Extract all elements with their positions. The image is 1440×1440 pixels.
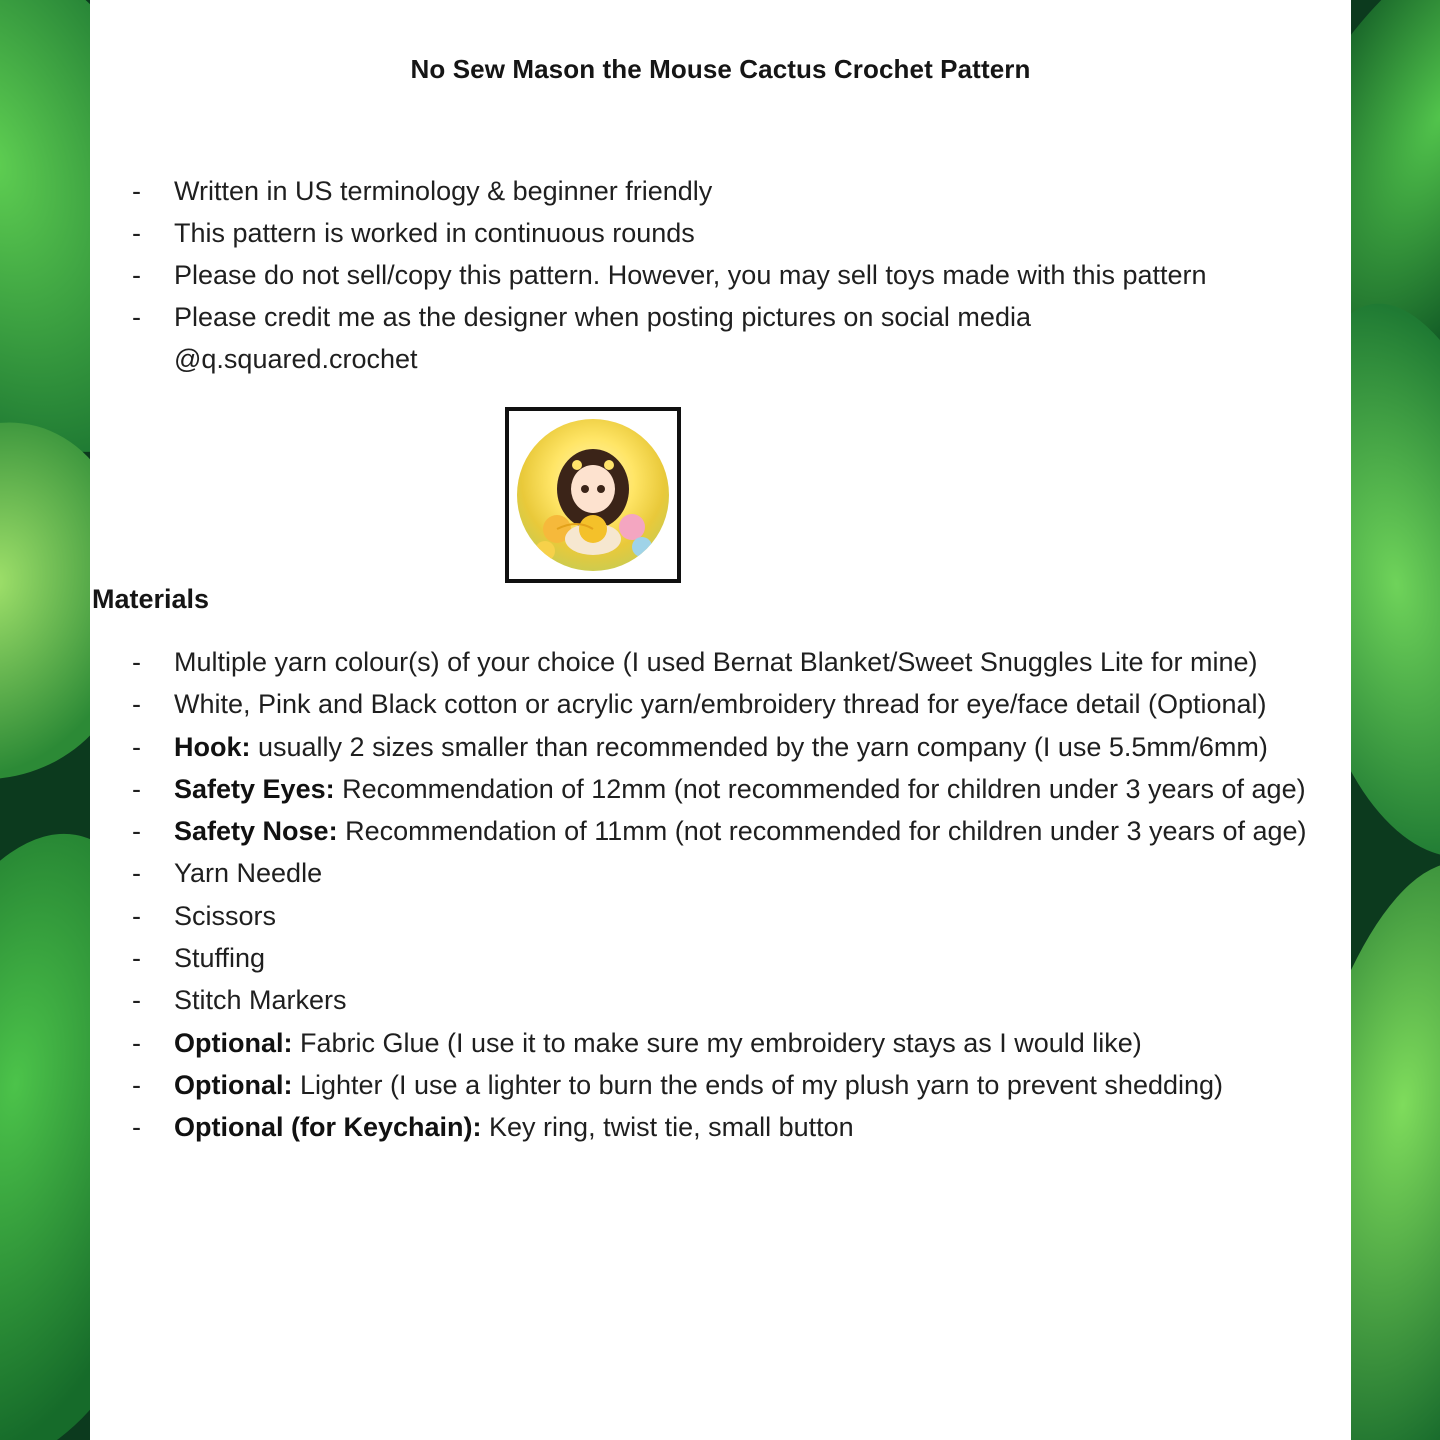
list-item-text: Key ring, twist tie, small button xyxy=(481,1112,854,1143)
list-item-text: Recommendation of 11mm (not recommended for children under 3 years of age) xyxy=(337,816,1307,847)
list-item-text: Multiple yarn colour(s) of your choice (I used Bernat Blanket/Sweet Snuggles Lite for mine) xyxy=(174,647,1258,677)
list-item xyxy=(90,768,1351,810)
dash-bullet: - xyxy=(132,773,141,804)
list-item-text: Please do not sell/copy this pattern. However, you may sell toys made with this pattern xyxy=(174,260,1207,290)
logo-illustration xyxy=(517,419,669,571)
list-item-text: This pattern is worked in continuous rounds xyxy=(174,218,695,248)
item-label: Hook: xyxy=(174,731,251,762)
list-item xyxy=(90,641,1351,683)
list-item xyxy=(90,852,1351,894)
list-item xyxy=(90,1106,1351,1148)
list-item xyxy=(90,296,1351,380)
dash-bullet: - xyxy=(132,260,141,290)
list-item-text: Recommendation of 12mm (not recommended for children under 3 years of age) xyxy=(334,773,1306,804)
dash-bullet: - xyxy=(132,900,141,931)
list-item-text: Lighter (I use a lighter to burn the ends of my plush yarn to prevent shedding) xyxy=(292,1069,1224,1100)
pattern-page xyxy=(90,0,1351,1440)
dash-bullet: - xyxy=(132,647,141,677)
list-item xyxy=(90,979,1351,1021)
list-item-text: Stitch Markers xyxy=(174,985,347,1016)
logo-frame xyxy=(505,407,681,583)
q-squared-crochet-logo-icon xyxy=(517,419,669,571)
list-item xyxy=(90,683,1351,725)
item-label: Optional: xyxy=(174,1027,293,1058)
dash-bullet: - xyxy=(132,1069,141,1100)
page-title: No Sew Mason the Mouse Cactus Crochet Pattern xyxy=(410,54,1031,84)
dash-bullet: - xyxy=(132,302,141,332)
list-item xyxy=(90,726,1351,768)
list-item xyxy=(90,937,1351,979)
item-label: Optional: xyxy=(174,1069,293,1100)
dash-bullet: - xyxy=(132,689,141,720)
list-item xyxy=(90,810,1351,852)
materials-heading: Materials xyxy=(92,584,210,614)
dash-bullet: - xyxy=(132,985,141,1016)
item-label: Safety Eyes: xyxy=(174,773,335,804)
list-item-text: Scissors xyxy=(174,900,277,931)
list-item-text: Yarn Needle xyxy=(174,858,323,889)
intro-list xyxy=(90,170,1351,380)
materials-list xyxy=(90,641,1351,1149)
list-item-text: Fabric Glue (I use it to make sure my embroidery stays as I would like) xyxy=(292,1027,1142,1058)
dash-bullet: - xyxy=(132,1112,141,1143)
dash-bullet: - xyxy=(132,176,141,206)
item-label: Safety Nose: xyxy=(174,816,338,847)
list-item xyxy=(90,212,1351,254)
dash-bullet: - xyxy=(132,816,141,847)
item-label: Optional (for Keychain): xyxy=(174,1112,482,1143)
list-item-text: Please credit me as the designer when posting pictures on social media @q.squared.crochet xyxy=(174,302,1031,374)
list-item xyxy=(90,170,1351,212)
list-item-text: usually 2 sizes smaller than recommended by the yarn company (I use 5.5mm/6mm) xyxy=(250,731,1268,762)
list-item-text: Written in US terminology & beginner friendly xyxy=(174,176,713,206)
dash-bullet: - xyxy=(132,731,141,762)
list-item-text: Stuffing xyxy=(174,943,266,974)
list-item-text: White, Pink and Black cotton or acrylic yarn/embroidery thread for eye/face detail (Optional) xyxy=(174,689,1267,720)
list-item xyxy=(90,254,1351,296)
dash-bullet: - xyxy=(132,1027,141,1058)
dash-bullet: - xyxy=(132,218,141,248)
list-item xyxy=(90,895,1351,937)
dash-bullet: - xyxy=(132,943,141,974)
list-item xyxy=(90,1022,1351,1064)
list-item xyxy=(90,1064,1351,1106)
dash-bullet: - xyxy=(132,858,141,889)
